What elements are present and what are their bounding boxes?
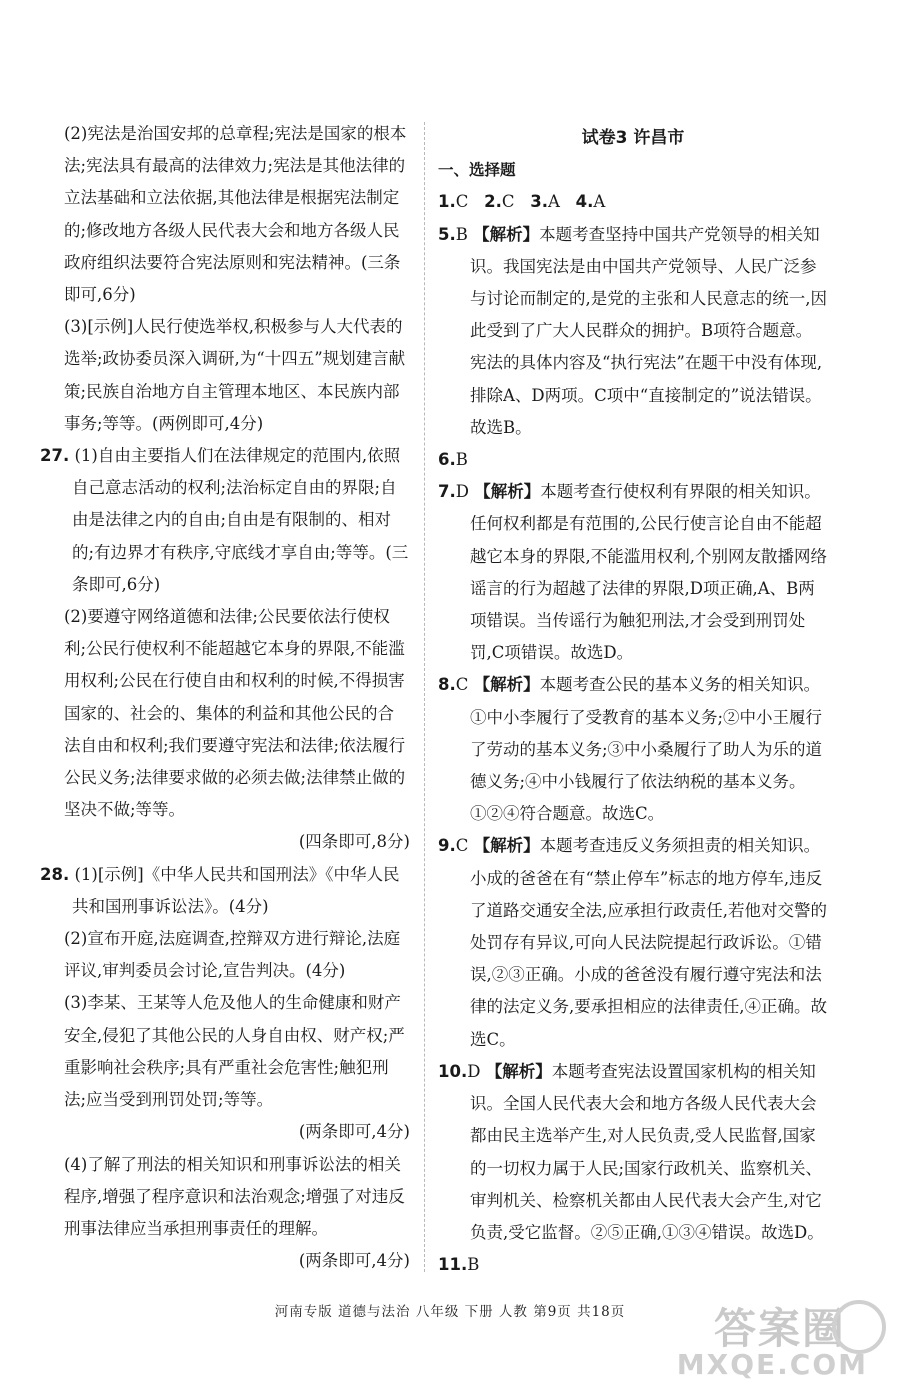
q8-analysis: 本题考查公民的基本义务的相关知识。①中小李履行了受教育的基本义务;②中小王履行了劳动的基本义务;③中小桑履行了助人为乐的道德义务;④中小钱履行了依法纳税的基本义务。①②④符合题意。故选C。 bbox=[470, 675, 823, 824]
q28-part3: (3)李某、王某等人危及他人的生命健康和财产安全,侵犯了其他公民的人身自由权、财产权;严重影响社会秩序;具有严重社会危害性;触犯刑法;应当受到刑罚处罚;等等。 bbox=[64, 993, 405, 1110]
watermark-logo: 答案圈 bbox=[713, 1304, 846, 1353]
q9-analysis: 本题考查违反义务须担责的相关知识。小成的爸爸在有“禁止停车”标志的地方停车,违反了道路交通安全法,应承担行政责任,若他对交警的处罚存有异议,可向人民法院提起行政诉讼。①错误,②③正确。小成的爸爸没有履行遵守宪法和法律的法定义务,要承担相应的法律责任,④正确。故选C。 bbox=[470, 836, 827, 1049]
q1-answer: C bbox=[455, 192, 469, 212]
q9-answer: C bbox=[455, 836, 469, 856]
page-footer: 河南专版 道德与法治 八年级 下册 人教 第9页 共18页 bbox=[274, 1304, 626, 1320]
paper-title: 试卷3 许昌市 bbox=[581, 128, 685, 148]
q26-part3 bbox=[40, 311, 410, 440]
q27-part1: (1)自由主要指人们在法律规定的范围内,依照自己意志活动的权利;法治标定自由的界限;自由是法律之内的自由;自由是有限制的、相对的;有边界才有秩序,守底线才享自由;等等。(三条即可,6分) bbox=[72, 446, 409, 594]
q26-part3-text: 人民行使选举权,积极参与人大代表的选举;政协委员深入调研,为“十四五”规划建言献策;民族自治地方自主管理本地区、本民族内部事务;等等。(两例即可,4分) bbox=[64, 317, 406, 433]
q4-answer: A bbox=[593, 192, 606, 212]
q10-analysis-tag: 【解析】 bbox=[485, 1061, 552, 1081]
q28 bbox=[40, 859, 410, 923]
column-divider bbox=[424, 122, 425, 1272]
q28-number: 28. bbox=[40, 864, 70, 884]
q9 bbox=[438, 830, 828, 1055]
q1-number: 1. bbox=[438, 192, 456, 212]
q7 bbox=[438, 476, 828, 669]
q5-number: 5. bbox=[438, 224, 456, 244]
q4-number: 4. bbox=[575, 192, 594, 212]
q11-number: 11. bbox=[438, 1255, 468, 1275]
section-heading: 一、选择题 bbox=[438, 161, 516, 180]
q10-number: 10. bbox=[438, 1061, 468, 1081]
watermark bbox=[674, 1296, 886, 1386]
q2-answer: C bbox=[501, 192, 515, 212]
q28-part1: 《中华人民共和国刑法》《中华人民共和国刑事诉讼法》。(4分) bbox=[72, 864, 400, 916]
q26-part2: (2)宪法是治国安邦的总章程;宪法是国家的根本法;宪法具有最高的法律效力;宪法是其他法律的立法基础和立法依据,其他法律是根据宪法制定的;修改地方各级人民代表大会和地方各级人民政府组织法要符合宪法原则和宪法精神。(三条即可,6分) bbox=[64, 124, 407, 305]
q28-part4-score: (两条即可,4分) bbox=[298, 1251, 410, 1271]
q3-number: 3. bbox=[530, 192, 548, 212]
q8-number: 8. bbox=[438, 675, 456, 695]
q2-number: 2. bbox=[484, 192, 502, 212]
q5-analysis: 本题考查坚持中国共产党领导的相关知识。我国宪法是由中国共产党领导、人民广泛参与讨论而制定的,是党的主张和人民意志的统一,因此受到了广大人民群众的拥护。B项符合题意。宪法的具体内容及“执行宪法”在题干中没有体现,排除A、D两项。C项中“直接制定的”说法错误。故选B。 bbox=[470, 224, 827, 437]
answers-1-4 bbox=[438, 186, 828, 218]
q7-analysis-tag: 【解析】 bbox=[474, 482, 541, 502]
q9-number: 9. bbox=[438, 836, 456, 856]
q5-answer: B bbox=[455, 224, 468, 244]
q6 bbox=[438, 444, 828, 476]
q27-part2-score: (四条即可,8分) bbox=[298, 832, 410, 852]
q27 bbox=[40, 440, 410, 601]
q28-part1-tag: (1)[示例] bbox=[74, 864, 144, 884]
q27-number: 27. bbox=[40, 446, 70, 466]
q9-analysis-tag: 【解析】 bbox=[473, 836, 540, 856]
q3-answer: A bbox=[548, 192, 560, 212]
q5-analysis-tag: 【解析】 bbox=[473, 224, 540, 244]
q6-number: 6. bbox=[438, 450, 456, 470]
q5 bbox=[438, 219, 828, 444]
q27-part2: (2)要遵守网络道德和法律;公民要依法行使权利;公民行使权利不能超越它本身的界限,不能滥用权利;公民在行使自由和权利的时候,不得损害国家的、社会的、集体的利益和其他公民的合法自由和权利;我们要遵守宪法和法律;依法履行公民义务;法律要求做的必须去做;法律禁止做的坚决不做;等等。 bbox=[64, 607, 406, 820]
q6-answer: B bbox=[455, 450, 468, 470]
q10-answer: D bbox=[467, 1061, 481, 1081]
q11-answer: B bbox=[467, 1255, 480, 1275]
q28-part4: (4)了解了刑法的相关知识和刑事诉讼法的相关程序,增强了程序意识和法治观念;增强了对违反刑事法律应当承担刑事责任的理解。 bbox=[64, 1154, 405, 1238]
left-column bbox=[40, 118, 410, 1277]
watermark-circle-icon bbox=[832, 1300, 886, 1354]
watermark-url: MXQE.COM bbox=[676, 1348, 868, 1381]
q11 bbox=[438, 1249, 828, 1281]
q7-number: 7. bbox=[438, 482, 456, 502]
q8-analysis-tag: 【解析】 bbox=[473, 675, 540, 695]
q10-analysis: 本题考查宪法设置国家机构的相关知识。全国人民代表大会和地方各级人民代表大会都由民主选举产生,对人民负责,受人民监督,国家的一切权力属于人民;国家行政机关、监察机关、审判机关、检察机关都由人民代表大会产生,对它负责,受它监督。②⑤正确,①③④错误。故选D。 bbox=[470, 1061, 824, 1242]
right-column bbox=[438, 118, 828, 1281]
q8-answer: C bbox=[455, 675, 469, 695]
q7-answer: D bbox=[455, 482, 469, 502]
q10 bbox=[438, 1056, 828, 1249]
q28-part3-score: (两条即可,4分) bbox=[298, 1122, 410, 1142]
q8 bbox=[438, 669, 828, 830]
q26-part3-tag: (3)[示例] bbox=[64, 317, 134, 337]
q28-part2: (2)宣布开庭,法庭调查,控辩双方进行辩论,法庭评议,审判委员会讨论,宣告判决。(4分) bbox=[64, 929, 401, 981]
q7-analysis: 本题考查行使权利有界限的相关知识。任何权利都是有范围的,公民行使言论自由不能超越它本身的界限,不能滥用权利,个别网友散播网络谣言的行为超越了法律的界限,D项正确,A、B两项错误。当传谣行为触犯刑法,才会受到刑罚处罚,C项错误。故选D。 bbox=[470, 482, 827, 663]
